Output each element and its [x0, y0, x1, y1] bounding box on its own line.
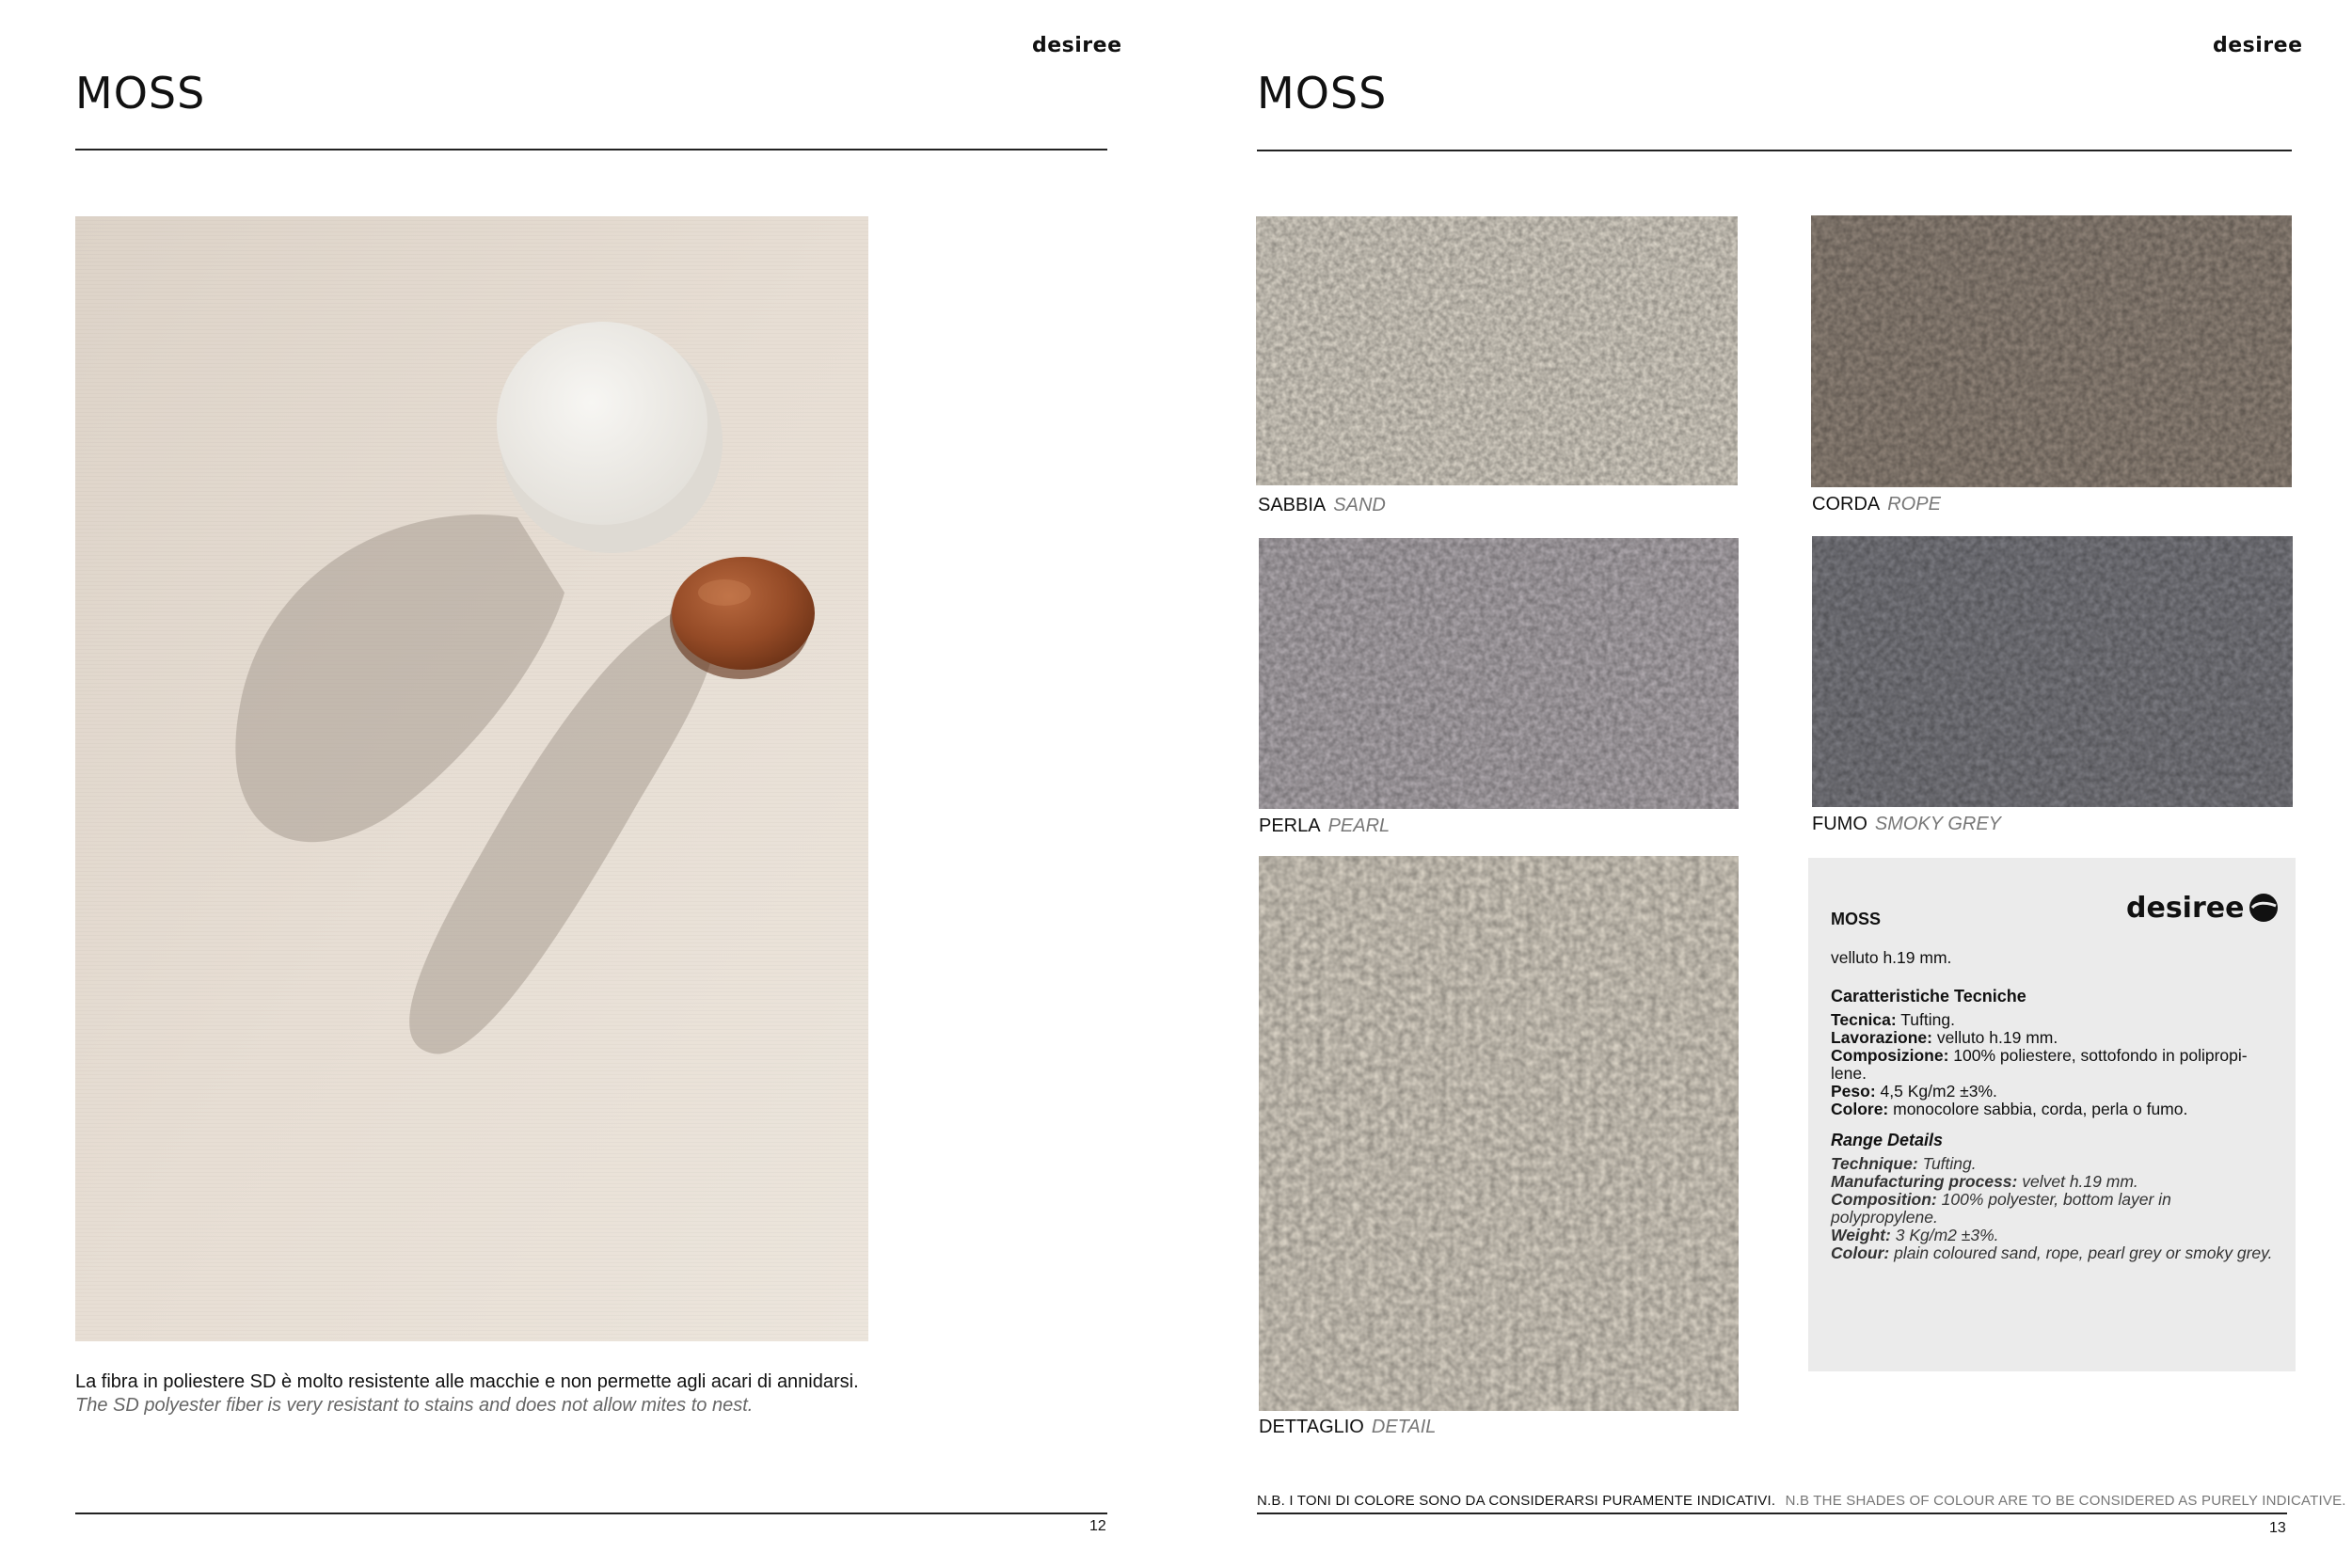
spec-en-row: Manufacturing process: velvet h.19 mm.: [1831, 1172, 2138, 1191]
swatch-corda-texture: [1811, 215, 2292, 487]
page-number-left: 12: [1089, 1518, 1106, 1534]
spec-subtitle: velluto h.19 mm.: [1831, 948, 1952, 967]
footer-rule-right: [1257, 1513, 2287, 1514]
spec-it-row: Lavorazione: velluto h.19 mm.: [1831, 1028, 2058, 1047]
page-title-left: MOSS: [75, 68, 206, 119]
colour-disclaimer: [1257, 1493, 2346, 1509]
swatch-perla: [1259, 538, 1739, 809]
page-number-right: 13: [2269, 1520, 2286, 1536]
spec-it-list: [1831, 1011, 2273, 1118]
spec-it-row: Composizione: 100% poliestere, sottofondo in polipropi-lene.: [1831, 1046, 2248, 1083]
swatch-fumo-name-it: FUMO: [1812, 814, 1867, 834]
swatch-fumo: [1812, 536, 2293, 807]
swatch-sabbia-name-it: SABBIA: [1258, 495, 1327, 515]
spec-it-row: Colore: monocolore sabbia, corda, perla o fumo.: [1831, 1100, 2188, 1118]
swatch-perla-name-en: PEARL: [1327, 816, 1391, 836]
spec-panel: [1808, 858, 2296, 1371]
swatch-sabbia-texture: [1256, 216, 1738, 485]
swatch-perla-name-it: PERLA: [1259, 816, 1321, 836]
rug-pouf-illustration: [75, 216, 868, 1341]
swatch-dettaglio: [1259, 856, 1739, 1411]
swatch-sabbia-name-en: SAND: [1333, 495, 1386, 515]
spec-brand-text: desiree: [2126, 891, 2245, 925]
spec-en-row: Colour: plain coloured sand, rope, pearl grey or smoky grey.: [1831, 1243, 2273, 1262]
swatch-corda-name-it: CORDA: [1812, 494, 1881, 515]
swatch-corda: [1811, 215, 2292, 487]
brand-logo-right: desiree: [2213, 34, 2303, 57]
disclaimer-it: N.B. I TONI DI COLORE SONO DA CONSIDERARSI PURAMENTE INDICATIVI.: [1257, 1493, 1776, 1509]
swatch-fumo-name-en: SMOKY GREY: [1874, 814, 2002, 834]
disclaimer-en: N.B THE SHADES OF COLOUR ARE TO BE CONSIDERED AS PURELY INDICATIVE.: [1785, 1493, 2346, 1509]
swatch-perla-texture: [1259, 538, 1739, 809]
swatch-dettaglio-name-it: DETTAGLIO: [1259, 1417, 1364, 1437]
swatch-dettaglio-texture: [1259, 856, 1739, 1411]
header-rule-right: [1257, 150, 2292, 151]
footer-rule-left: [75, 1513, 1107, 1514]
brand-logo-left: desiree: [1032, 34, 1122, 57]
spec-it-row: Peso: 4,5 Kg/m2 ±3%.: [1831, 1082, 1997, 1101]
spec-it-heading: Caratteristiche Tecniche: [1831, 987, 2026, 1006]
spec-en-row: Weight: 3 Kg/m2 ±3%.: [1831, 1226, 1999, 1244]
spec-product-name: MOSS: [1831, 910, 1882, 928]
caption-italian: La fibra in poliestere SD è molto resistente alle macchie e non permette agli acari di annidarsi.: [75, 1371, 859, 1392]
spec-en-row: Technique: Tufting.: [1831, 1154, 1977, 1173]
spec-it-row: Tecnica: Tufting.: [1831, 1010, 1955, 1029]
header-rule-left: [75, 149, 1107, 150]
spec-en-list: [1831, 1155, 2273, 1262]
swatch-corda-name-en: ROPE: [1887, 494, 1941, 515]
spec-en-heading: Range Details: [1831, 1131, 1944, 1149]
swatch-dettaglio-name-en: DETAIL: [1371, 1417, 1437, 1437]
swatch-sabbia: [1256, 216, 1738, 485]
room-photo: [75, 216, 868, 1341]
page-title-right: MOSS: [1257, 68, 1388, 119]
spec-en-row: Composition: 100% polyester, bottom layer in polypropylene.: [1831, 1190, 2171, 1227]
caption-english: The SD polyester fiber is very resistant to stains and does not allow mites to nest.: [75, 1395, 754, 1416]
swatch-fumo-texture: [1812, 536, 2293, 807]
